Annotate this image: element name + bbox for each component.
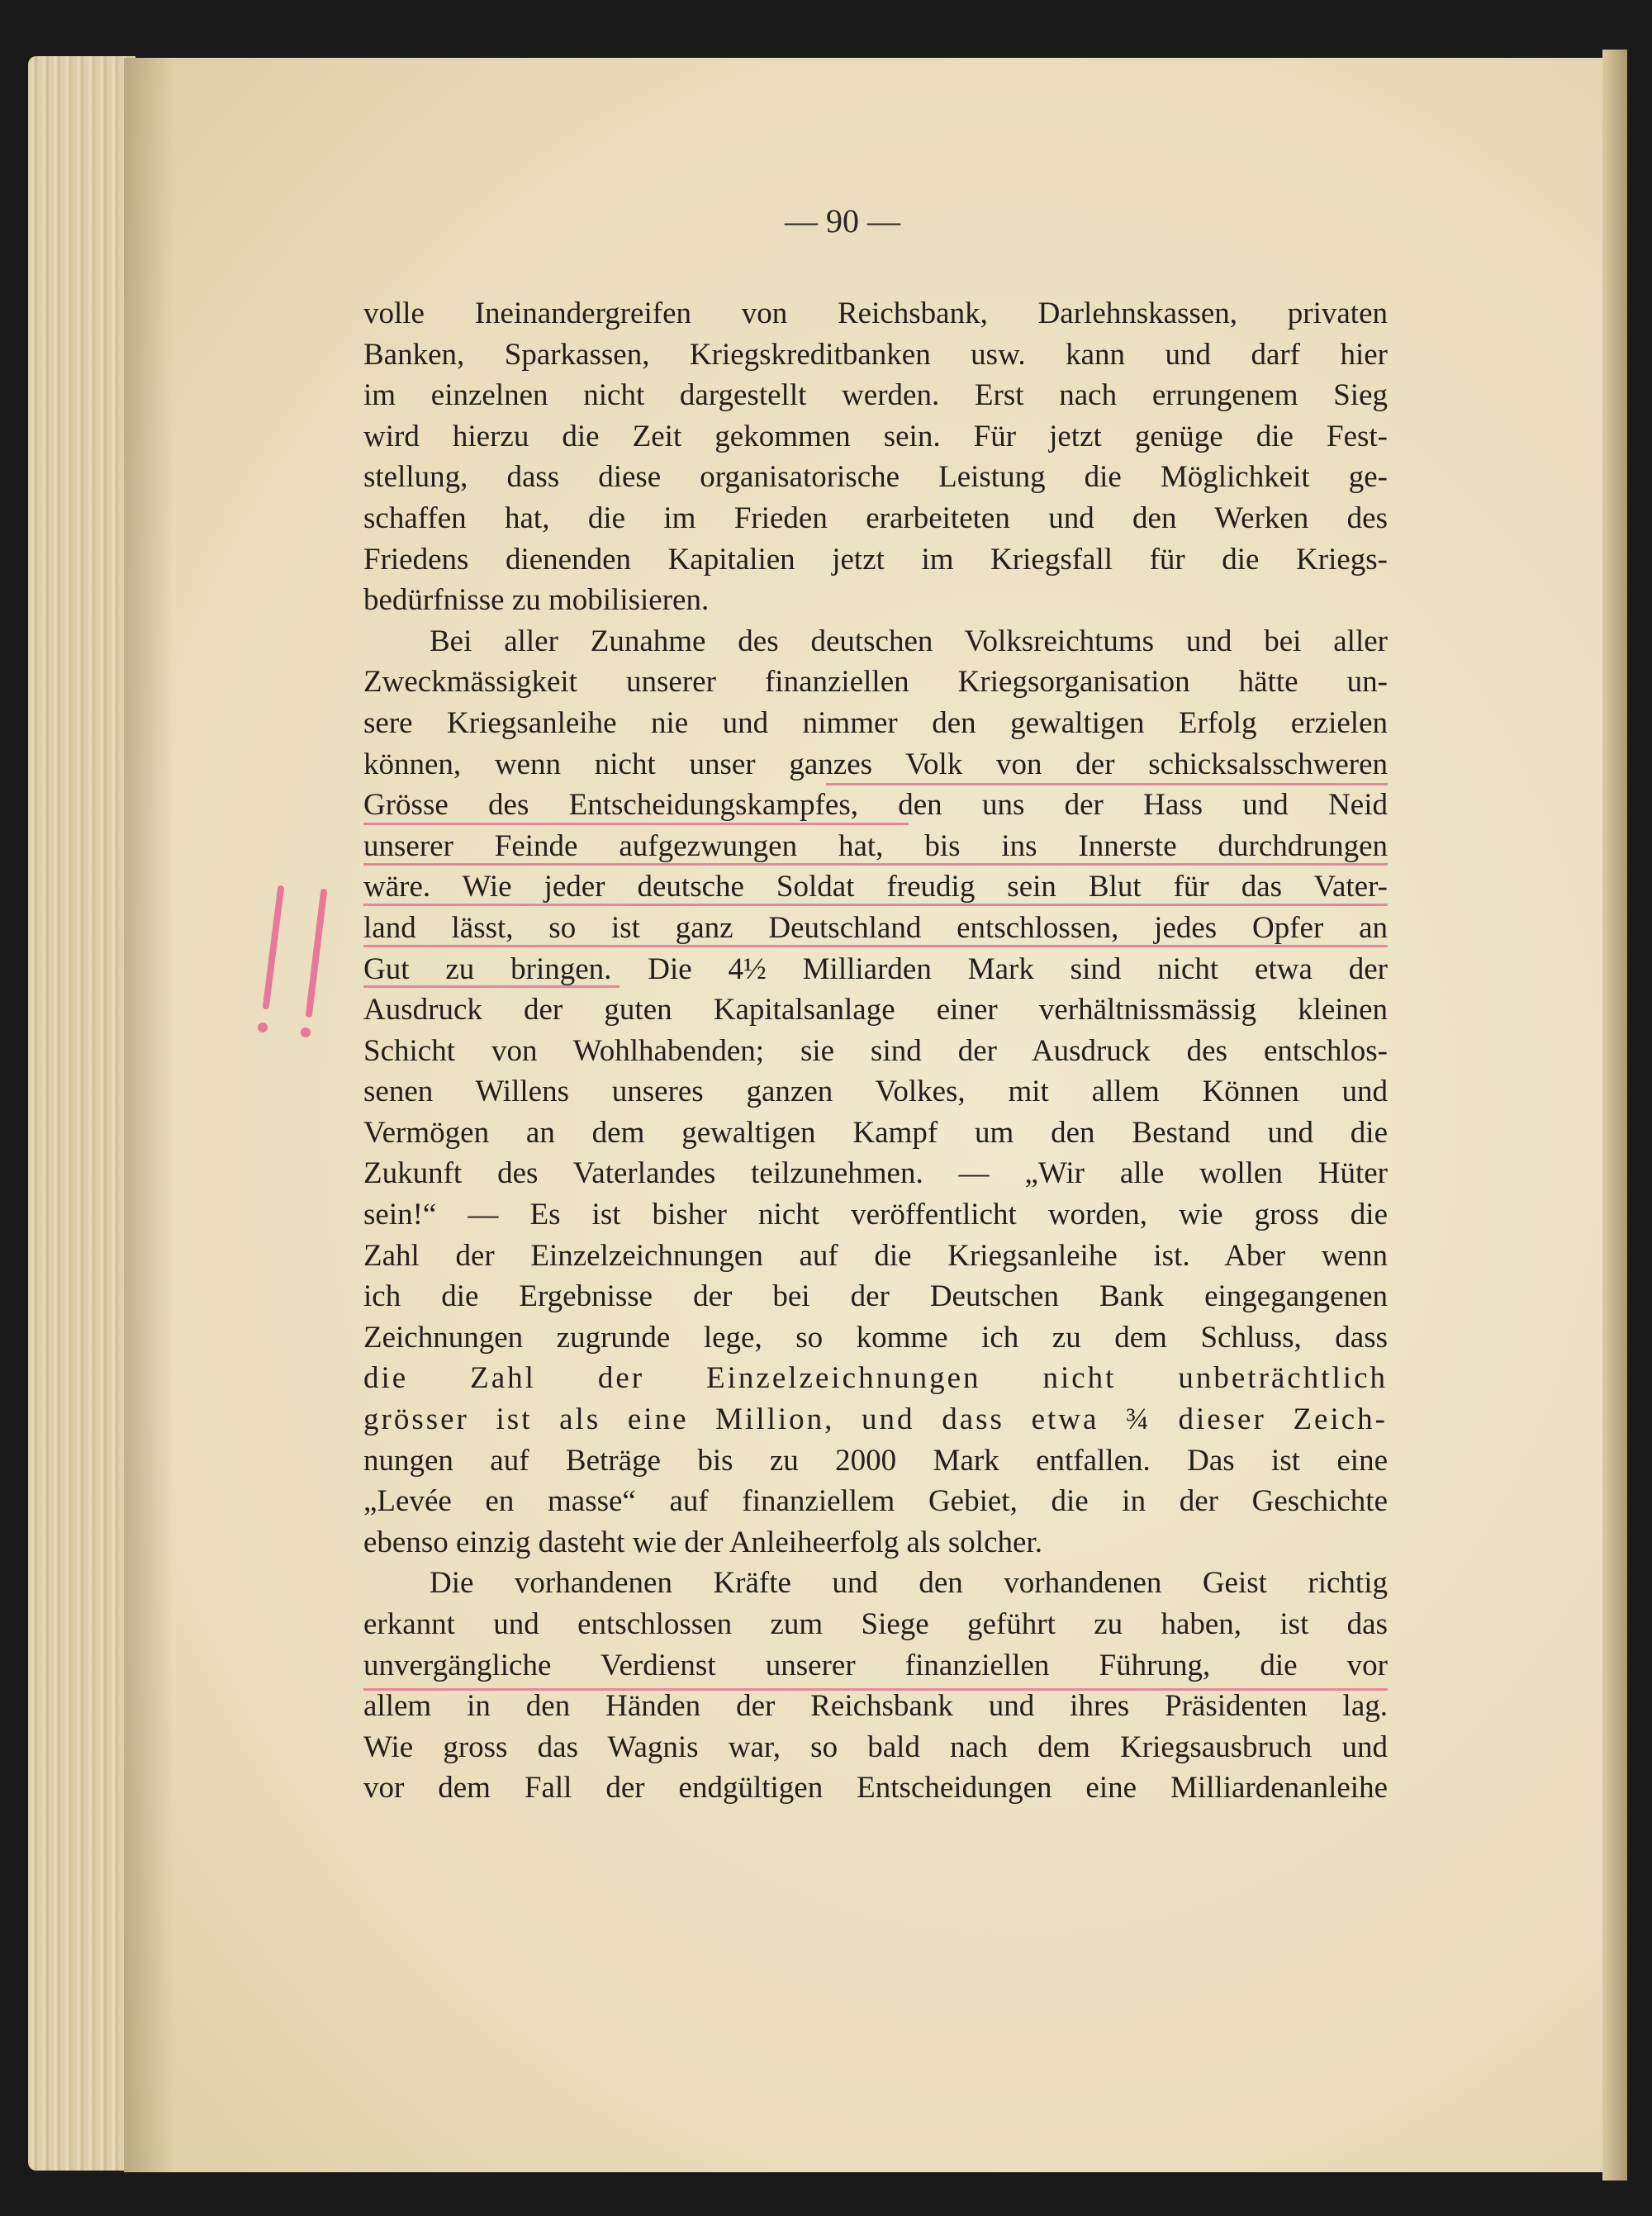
text-line: sere Kriegsanleihe nie und nimmer den gewaltigen Erfolg erzielen <box>363 705 1388 740</box>
text-line: allem in den Händen der Reichsbank und ihres Präsidenten lag. <box>363 1689 1388 1724</box>
text-line: Wie gross das Wagnis war, so bald nach dem Kriegsausbruch und <box>363 1730 1388 1764</box>
text-line: Ausdruck der guten Kapitalsanlage einer verhältnissmässig kleinen <box>363 993 1388 1027</box>
text-line: ich die Ergebnisse der bei der Deutschen Bank eingegangenen <box>363 1279 1388 1314</box>
text-line: „Levée en masse“ auf finanziellem Gebiet, die in der Geschichte <box>363 1484 1388 1519</box>
text-line: unserer Feinde aufgezwungen hat, bis ins Innerste durchdrungen <box>363 828 1388 863</box>
text-line: die Zahl der Einzelzeichnungen nicht unbeträchtlich <box>363 1361 1388 1396</box>
text-line: wird hierzu die Zeit gekommen sein. Für jetzt genüge die Fest- <box>363 419 1388 453</box>
body-text <box>363 293 1388 1809</box>
text-line: Grösse des Entscheidungskampfes, den uns der Hass und Neid <box>363 788 1388 823</box>
text-line: sein!“ — Es ist bisher nicht veröffentlicht worden, wie gross die <box>363 1198 1388 1232</box>
gutter-shadow <box>124 58 173 2172</box>
text-line: schaffen hat, die im Frieden erarbeiteten und den Werken des <box>363 501 1388 535</box>
text-line: erkannt und entschlossen zum Siege geführt zu haben, ist das <box>363 1607 1388 1641</box>
text-line: Zukunft des Vaterlandes teilzunehmen. — „Wir alle wollen Hüter <box>363 1156 1388 1191</box>
text-line: Zahl der Einzelzeichnungen auf die Kriegsanleihe ist. Aber wenn <box>363 1238 1388 1273</box>
text-line: vor dem Fall der endgültigen Entscheidungen eine Milliardenanleihe <box>363 1771 1388 1806</box>
text-line: wäre. Wie jeder deutsche Soldat freudig sein Blut für das Vater- <box>363 870 1388 904</box>
text-line: Vermögen an dem gewaltigen Kampf um den Bestand und die <box>363 1115 1388 1150</box>
page-right-edge <box>1602 50 1627 2180</box>
text-line: können, wenn nicht unser ganzes Volk von der schicksalsschweren <box>363 747 1388 781</box>
text-line: land lässt, so ist ganz Deutschland entschlossen, jedes Opfer an <box>363 910 1388 945</box>
text-line: Gut zu bringen. Die 4½ Milliarden Mark sind nicht etwa der <box>363 951 1388 986</box>
text-line: Bei aller Zunahme des deutschen Volksreichtums und bei aller <box>430 624 1388 658</box>
text-line: bedürfnisse zu mobilisieren. <box>363 583 710 618</box>
text-line: Zeichnungen zugrunde lege, so komme ich zu dem Schluss, dass <box>363 1320 1388 1355</box>
text-line: grösser ist als eine Million, und dass etwa ¾ dieser Zeich- <box>363 1402 1388 1437</box>
text-line: Schicht von Wohlhabenden; sie sind der Ausdruck des entschlos- <box>363 1033 1388 1068</box>
text-line: Die vorhandenen Kräfte und den vorhandenen Geist richtig <box>430 1566 1388 1601</box>
text-line: Banken, Sparkassen, Kriegskreditbanken usw. kann und darf hier <box>363 337 1388 372</box>
text-line: stellung, dass diese organisatorische Leistung die Möglichkeit ge- <box>363 460 1388 495</box>
text-line: unvergängliche Verdienst unserer finanziellen Führung, die vor <box>363 1648 1388 1682</box>
text-line: Zweckmässigkeit unserer finanziellen Kriegsorganisation hätte un- <box>363 665 1388 700</box>
margin-annotation-double-slash <box>248 882 339 1039</box>
text-line: nungen auf Beträge bis zu 2000 Mark entfallen. Das ist eine <box>363 1443 1388 1478</box>
book-page-edges <box>28 56 135 2171</box>
text-line: volle Ineinandergreifen von Reichsbank, Darlehnskassen, privaten <box>363 297 1388 330</box>
page-number: — 90 — <box>785 202 900 240</box>
text-line: senen Willens unseres ganzen Volkes, mit allem Können und <box>363 1075 1388 1109</box>
text-line: ebenso einzig dasteht wie der Anleiheerfolg als solcher. <box>363 1525 1042 1559</box>
text-line: Friedens dienenden Kapitalien jetzt im Kriegsfall für die Kriegs- <box>363 542 1388 577</box>
text-line: im einzelnen nicht dargestellt werden. Erst nach errungenem Sieg <box>363 378 1388 413</box>
